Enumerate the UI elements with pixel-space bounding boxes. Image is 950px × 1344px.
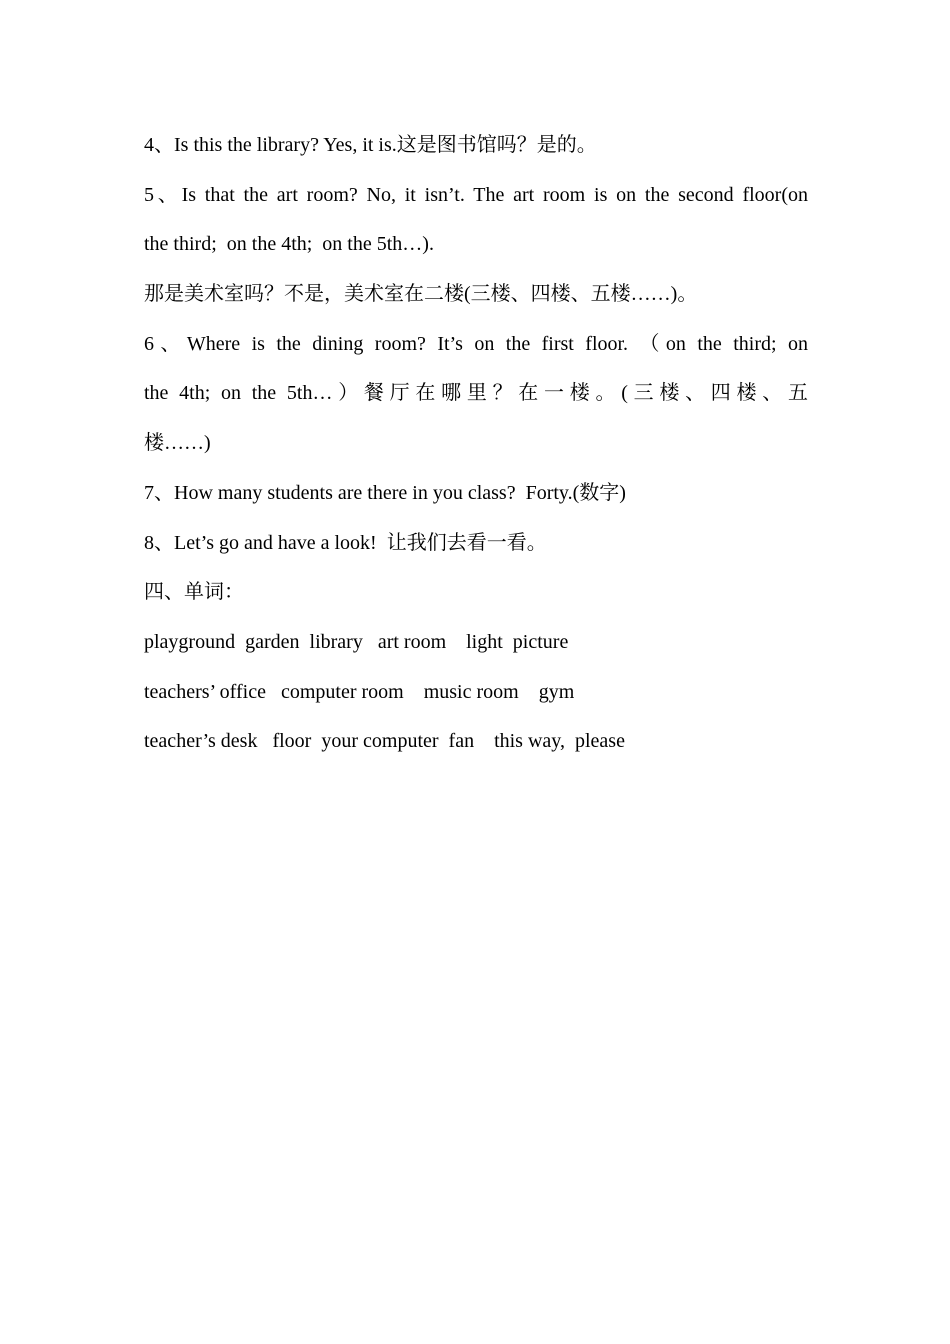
vocabulary-row-1: playground garden library art room light picture (144, 630, 569, 653)
document-content (144, 121, 808, 767)
sentence-6-part-2: the 4th; on the 5th…）餐厅在哪里？在一楼。(三楼、四楼、五 (144, 382, 808, 405)
sentence-5-translation: 那是美术室吗？不是，美术室在二楼(三楼、四楼、五楼……)。 (144, 283, 698, 306)
sentence-8: 8、Let’s go and have a look! 让我们去看一看。 (144, 531, 547, 554)
sentence-5-part-1: 5、Is that the art room? No, it isn’t. The art room is on the second floor(on (144, 183, 808, 206)
vocabulary-row-3: teacher’s desk floor your computer fan this way, please (144, 730, 625, 753)
sentence-7: 7、How many students are there in you class? Forty.(数字) (144, 481, 626, 504)
vocabulary-heading: 四、单词： (144, 581, 244, 604)
sentence-6-part-3: 楼……) (144, 432, 211, 455)
sentence-5-part-2: the third; on the 4th; on the 5th…). (144, 233, 434, 256)
sentence-6-part-1: 6、Where is the dining room? It’s on the first floor. （on the third; on (144, 332, 808, 355)
vocabulary-row-2: teachers’ office computer room music room gym (144, 680, 575, 703)
sentence-4: 4、Is this the library? Yes, it is.这是图书馆吗？是的。 (144, 134, 597, 156)
